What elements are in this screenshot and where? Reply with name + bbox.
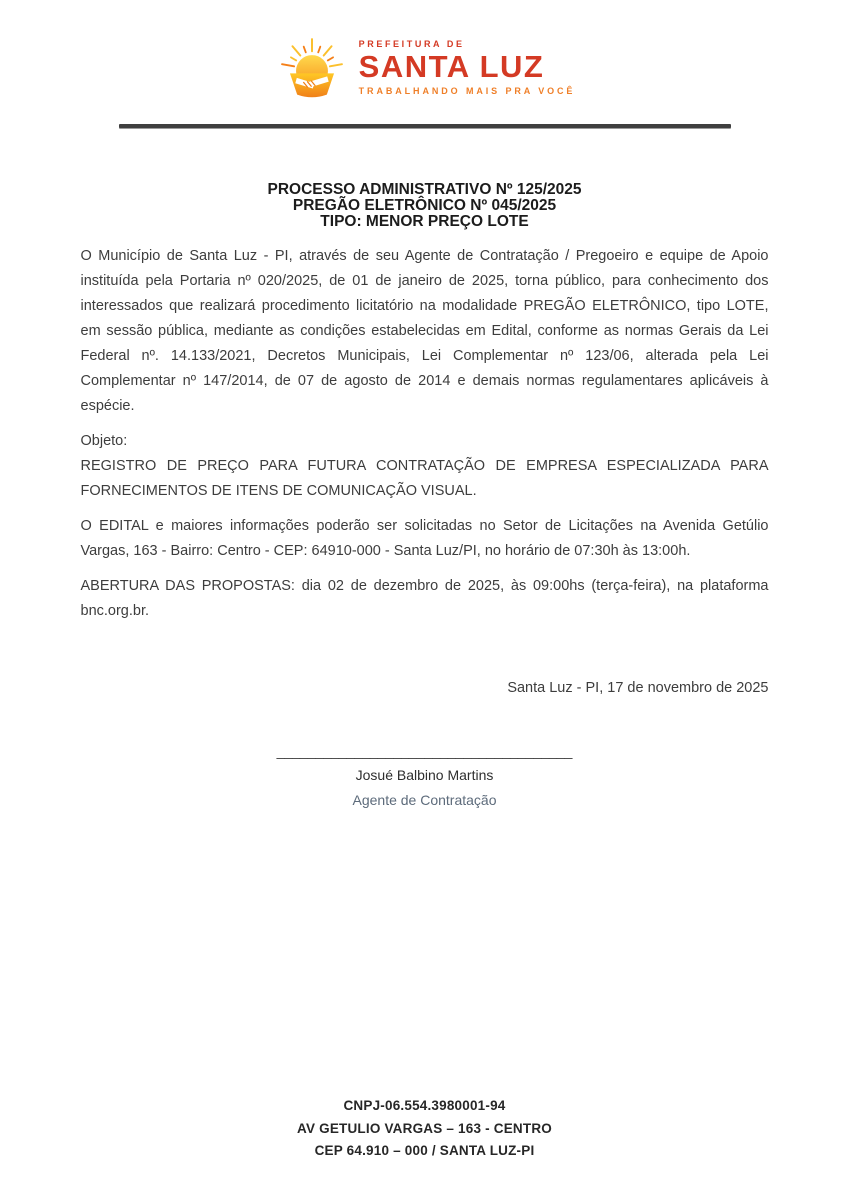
doc-title — [0, 182, 849, 230]
footer-cep: CEP 64.910 – 000 / SANTA LUZ-PI — [314, 1143, 535, 1158]
header — [0, 33, 849, 103]
objeto-text: REGISTRO DE PREÇO PARA FUTURA CONTRATAÇÃO DE EMPRESA ESPECIALIZADA PARA FORNECIMENTOS DE ITENS DE COMUNICAÇÃO VISUAL. — [80, 458, 769, 499]
footer-cnpj: CNPJ-06.554.3980001-94 — [343, 1098, 506, 1113]
header-divider — [119, 124, 731, 128]
logo-tagline: TRABALHANDO MAIS PRA VOCÊ — [358, 86, 576, 96]
logo-title: SANTA LUZ — [358, 49, 545, 84]
intro-paragraph: O Município de Santa Luz - PI, através de seu Agente de Contratação / Pregoeiro e equipe de Apoio instituída pela Portaria nº 020/2025, de 01 de janeiro de 2025, torna público, para conhecimento dos interessados que realizará procedimento licitatório na modalidade PREGÃO ELETRÔNICO, tipo LOTE, em sessão pública, mediante as condições estabelecidas em Edital, conforme as normas Gerais da Lei Federal nº. 14.133/2021, Decretos Municipais, Lei Complementar nº 123/06, alterada pela Lei Complementar nº 147/2014, de 07 de agosto de 2014 e demais normas regulamentares aplicáveis à espécie. — [80, 248, 769, 414]
signature-line: ______________________________________ — [276, 743, 573, 759]
objeto-section — [81, 429, 769, 504]
doc-title-line2: PREGÃO ELETRÔNICO Nº 045/2025 — [292, 197, 557, 214]
signatory-name: Josué Balbino Martins — [355, 767, 494, 783]
objeto-label: Objeto: — [80, 433, 128, 449]
document-body — [81, 244, 769, 701]
footer — [0, 1095, 849, 1163]
logo-text — [359, 38, 576, 98]
doc-title-line3: TIPO: MENOR PREÇO LOTE — [320, 213, 529, 230]
logo-pretitle: PREFEITURA DE — [358, 39, 465, 49]
doc-title-line1: PROCESSO ADMINISTRATIVO Nº 125/2025 — [267, 181, 582, 198]
signature-block — [0, 741, 849, 811]
edital-paragraph: O EDITAL e maiores informações poderão ser solicitadas no Setor de Licitações na Avenida Getúlio Vargas, 163 - Bairro: Centro - CEP: 64910-000 - Santa Luz/PI, no horário de 07:30h às 13:00h. — [80, 518, 769, 559]
footer-address: AV GETULIO VARGAS – 163 - CENTRO — [297, 1120, 552, 1136]
signatory-role: Agente de Contratação — [352, 792, 497, 808]
prefeitura-logo — [274, 33, 576, 103]
dateline: Santa Luz - PI, 17 de novembro de 2025 — [507, 680, 769, 696]
abertura-paragraph: ABERTURA DAS PROPOSTAS: dia 02 de dezembro de 2025, às 09:00hs (terça-feira), na plataforma bnc.org.br. — [80, 578, 769, 619]
sun-handshake-icon — [274, 33, 350, 103]
